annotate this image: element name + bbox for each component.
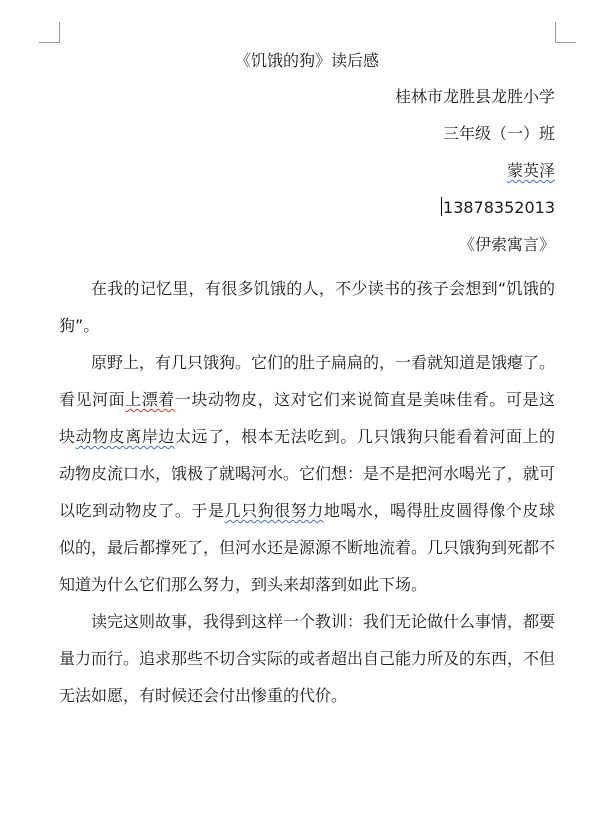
page-corner-mark-top-right — [555, 22, 576, 43]
phone-number-text: 13878352013 — [443, 198, 555, 217]
source-book: 《伊索寓言》 — [458, 235, 555, 254]
spellcheck-flag-red: 上漂着 — [125, 390, 175, 409]
essay-title: 《饥饿的狗》读后感 — [234, 51, 379, 70]
spellcheck-flag-blue-2: 几只狗很努力 — [224, 501, 324, 520]
paragraph-2 — [59, 344, 555, 603]
paragraph-2-text-e: 太远了，根本无法吃到。几只饿狗只能看着河面上的动物皮流口水，饿极了就喝河水。它们想：是不是把河水喝光了，就可以吃到动物皮了。于是 — [59, 427, 556, 520]
document-body[interactable] — [59, 48, 555, 714]
page-corner-mark-top-left — [39, 22, 60, 43]
spellcheck-flag-blue-1: 动物皮离岸边 — [75, 427, 175, 446]
paragraph-2-text-g: 地喝水，喝得肚皮圆得像个皮球似的，最后都撑死了，但河水还是源源不断地流着。几只饿狗到死都不知道为什么它们那么努力，到头来却落到如此下场。 — [59, 501, 556, 594]
class-name: 三年级（一）班 — [442, 124, 555, 143]
author-name-text: 蒙英泽 — [506, 161, 555, 180]
phone-number — [59, 195, 555, 221]
paragraph-2-text-c: 一块动物皮，这对它们来说简直是美味佳肴。可是这块 — [59, 390, 555, 446]
paragraph-3: 读完这则故事，我得到这样一个教训：我们无论做什么事情，都要量力而行。追求那些不切合实际的或者超出自己能力所及的东西，不但无法如愿，有时候还会付出惨重的代价。 — [59, 612, 556, 705]
paragraph-1: 在我的记忆里，有很多饥饿的人，不少读书的孩子会想到“饥饿的狗”。 — [59, 279, 555, 335]
author-name — [59, 158, 555, 184]
text-cursor — [441, 197, 442, 216]
school-name: 桂林市龙胜县龙胜小学 — [394, 87, 555, 106]
paragraph-2-text-a: 原野上，有几只饿狗。它们的肚子扁扁的，一看就知道是饿瘪了。看见河面 — [59, 353, 556, 409]
